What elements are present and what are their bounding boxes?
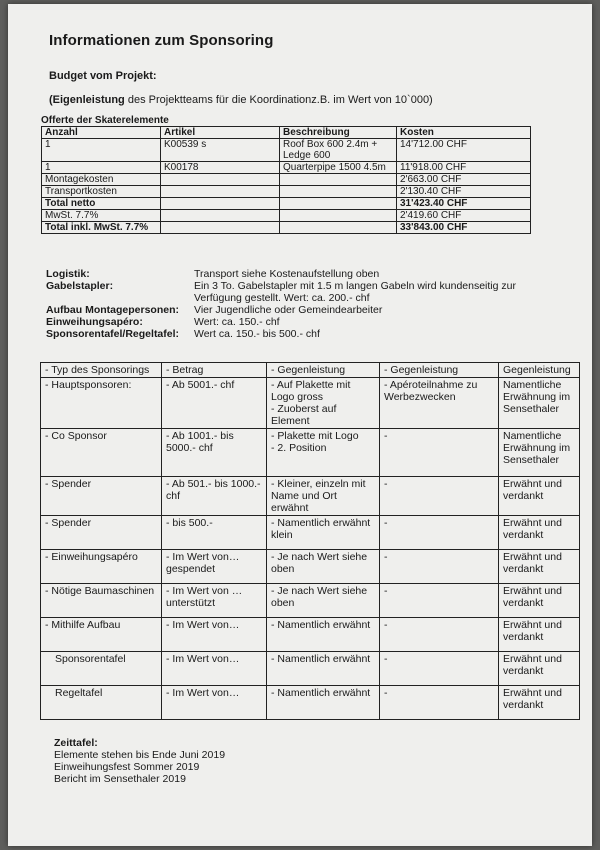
- sponsoring-cell: -: [380, 618, 499, 652]
- sponsoring-cell: - Spender: [41, 516, 162, 550]
- logistics-row: [46, 268, 534, 280]
- offer-cell: 33'843.00 CHF: [397, 222, 531, 234]
- offer-cell: Transportkosten: [42, 186, 161, 198]
- sponsoring-cell: - Namentlich erwähnt: [267, 686, 380, 720]
- page-title: Informationen zum Sponsoring: [49, 32, 274, 49]
- sponsoring-row: [41, 550, 580, 584]
- offer-row: [42, 162, 531, 174]
- offer-cell: [161, 198, 280, 210]
- logistics-value: Wert: ca. 150.- chf: [194, 316, 280, 328]
- sponsoring-cell: Erwähnt und verdankt: [499, 516, 580, 550]
- sponsoring-cell: Erwähnt und verdankt: [499, 686, 580, 720]
- logistics-value: Ein 3 To. Gabelstapler mit 1.5 m langen Gabeln wird kundenseitig zur Verfügung gestellt. Wert: ca. 200.- chf: [194, 280, 516, 304]
- sponsoring-cell: - Co Sponsor: [41, 429, 162, 477]
- logistics-section: [46, 268, 534, 340]
- sponsoring-cell: - Plakette mit Logo - 2. Position: [267, 429, 380, 477]
- offer-col-header: Beschreibung: [280, 127, 397, 139]
- offer-row-total-inkl: [42, 222, 531, 234]
- sponsoring-table: [40, 362, 580, 720]
- sponsoring-row: [41, 516, 580, 550]
- offer-row: [42, 174, 531, 186]
- sponsoring-cell: - Im Wert von…: [162, 686, 267, 720]
- offer-cell: MwSt. 7.7%: [42, 210, 161, 222]
- sponsoring-cell: - Apéroteilnahme zu Werbezwecken: [380, 378, 499, 429]
- offer-cell: Total inkl. MwSt. 7.7%: [42, 222, 161, 234]
- sponsoring-row: [41, 429, 580, 477]
- sponsoring-cell: - Im Wert von… gespendet: [162, 550, 267, 584]
- offer-cell: [161, 210, 280, 222]
- offer-col-header: Kosten: [397, 127, 531, 139]
- sponsoring-cell: - Ab 1001.- bis 5000.- chf: [162, 429, 267, 477]
- sponsoring-cell: - Im Wert von … unterstützt: [162, 584, 267, 618]
- sponsoring-row: [41, 477, 580, 516]
- offer-cell: [280, 186, 397, 198]
- logistics-label: Aufbau Montagepersonen:: [46, 304, 179, 316]
- sponsoring-header-row: [41, 363, 580, 378]
- logistics-label: Einweihungsapéro:: [46, 316, 143, 328]
- sponsoring-row: [41, 686, 580, 720]
- sponsoring-cell: - Auf Plakette mit Logo gross - Zuoberst auf Element: [267, 378, 380, 429]
- offer-cell: Roof Box 600 2.4m + Ledge 600: [280, 139, 397, 162]
- sponsoring-cell: -: [380, 477, 499, 516]
- sponsoring-cell: Sponsorentafel: [41, 652, 162, 686]
- offer-cell: [280, 198, 397, 210]
- sponsoring-col-header: - Gegenleistung: [380, 363, 499, 378]
- sponsoring-col-header: - Gegenleistung: [267, 363, 380, 378]
- sponsoring-cell: - Je nach Wert siehe oben: [267, 584, 380, 618]
- offer-row: [42, 186, 531, 198]
- offer-cell: 2'663.00 CHF: [397, 174, 531, 186]
- eigenleistung-rest: des Projektteams für die Koordinationz.B. im Wert von 10`000): [124, 94, 433, 106]
- sponsoring-cell: Regeltafel: [41, 686, 162, 720]
- sponsoring-cell: - Namentlich erwähnt: [267, 618, 380, 652]
- offer-col-header: Artikel: [161, 127, 280, 139]
- offer-col-header: Anzahl: [42, 127, 161, 139]
- sponsoring-cell: - Einweihungsapéro: [41, 550, 162, 584]
- sponsoring-cell: -: [380, 516, 499, 550]
- offer-cell: K00178: [161, 162, 280, 174]
- document-page: [8, 4, 592, 846]
- offer-cell: 31'423.40 CHF: [397, 198, 531, 210]
- sponsoring-row: [41, 584, 580, 618]
- sponsoring-col-header: Gegenleistung: [499, 363, 580, 378]
- logistics-row: [46, 304, 534, 316]
- sponsoring-cell: Erwähnt und verdankt: [499, 618, 580, 652]
- sponsoring-cell: -: [380, 429, 499, 477]
- sponsoring-row: [41, 618, 580, 652]
- sponsoring-row: [41, 378, 580, 429]
- sponsoring-cell: - Namentlich erwähnt: [267, 652, 380, 686]
- timeline-item: Einweihungsfest Sommer 2019: [54, 761, 200, 773]
- sponsoring-cell: -: [380, 652, 499, 686]
- sponsoring-col-header: - Typ des Sponsorings: [41, 363, 162, 378]
- logistics-row: [46, 316, 534, 328]
- logistics-value: Transport siehe Kostenaufstellung oben: [194, 268, 380, 280]
- offer-header-row: [42, 127, 531, 139]
- offer-cell: [280, 222, 397, 234]
- timeline-item: Bericht im Sensethaler 2019: [54, 773, 186, 785]
- sponsoring-cell: - Im Wert von…: [162, 618, 267, 652]
- offer-cell: 1: [42, 162, 161, 174]
- offer-cell: 2'419.60 CHF: [397, 210, 531, 222]
- sponsoring-cell: - Kleiner, einzeln mit Name und Ort erwähnt: [267, 477, 380, 516]
- sponsoring-cell: - Ab 501.- bis 1000.- chf: [162, 477, 267, 516]
- offer-cell: 1: [42, 139, 161, 162]
- offer-heading: Offerte der Skaterelemente: [41, 115, 169, 126]
- timeline-section: [54, 737, 225, 785]
- offer-cell: Total netto: [42, 198, 161, 210]
- logistics-label: Gabelstapler:: [46, 280, 114, 292]
- sponsoring-row: [41, 652, 580, 686]
- sponsoring-cell: Namentliche Erwähnung im Sensethaler: [499, 378, 580, 429]
- offer-cell: [280, 210, 397, 222]
- logistics-row: [46, 328, 534, 340]
- sponsoring-cell: - Hauptsponsoren:: [41, 378, 162, 429]
- sponsoring-cell: Erwähnt und verdankt: [499, 550, 580, 584]
- sponsoring-cell: - Spender: [41, 477, 162, 516]
- offer-row: [42, 139, 531, 162]
- sponsoring-cell: Erwähnt und verdankt: [499, 652, 580, 686]
- sponsoring-col-header: - Betrag: [162, 363, 267, 378]
- sponsoring-cell: -: [380, 584, 499, 618]
- offer-cell: [280, 174, 397, 186]
- timeline-item: Elemente stehen bis Ende Juni 2019: [54, 749, 226, 761]
- sponsoring-cell: - Ab 5001.- chf: [162, 378, 267, 429]
- offer-cell: [161, 174, 280, 186]
- offer-row-total-netto: [42, 198, 531, 210]
- sponsoring-cell: Namentliche Erwähnung im Sensethaler: [499, 429, 580, 477]
- sponsoring-cell: - Nötige Baumaschinen: [41, 584, 162, 618]
- offer-cell: 2'130.40 CHF: [397, 186, 531, 198]
- offer-cell: K00539 s: [161, 139, 280, 162]
- offer-table: [41, 126, 531, 234]
- sponsoring-cell: - bis 500.-: [162, 516, 267, 550]
- offer-cell: [161, 222, 280, 234]
- logistics-value: Vier Jugendliche oder Gemeindearbeiter: [194, 304, 383, 316]
- logistics-row: [46, 280, 534, 304]
- offer-cell: 11'918.00 CHF: [397, 162, 531, 174]
- offer-cell: 14'712.00 CHF: [397, 139, 531, 162]
- sponsoring-cell: -: [380, 686, 499, 720]
- timeline-heading: Zeittafel:: [54, 737, 98, 749]
- offer-cell: [161, 186, 280, 198]
- logistics-label: Logistik:: [46, 268, 90, 280]
- offer-cell: Montagekosten: [42, 174, 161, 186]
- sponsoring-cell: -: [380, 550, 499, 584]
- sponsoring-cell: - Je nach Wert siehe oben: [267, 550, 380, 584]
- budget-label: Budget vom Projekt:: [49, 70, 157, 82]
- sponsoring-cell: Erwähnt und verdankt: [499, 477, 580, 516]
- offer-cell: Quarterpipe 1500 4.5m: [280, 162, 397, 174]
- eigenleistung-bold: (Eigenleistung: [49, 94, 125, 106]
- offer-row: [42, 210, 531, 222]
- logistics-value: Wert ca. 150.- bis 500.- chf: [194, 328, 320, 340]
- logistics-label: Sponsorentafel/Regeltafel:: [46, 328, 180, 340]
- sponsoring-cell: - Namentlich erwähnt klein: [267, 516, 380, 550]
- eigenleistung-note: [49, 94, 433, 106]
- sponsoring-cell: - Mithilfe Aufbau: [41, 618, 162, 652]
- sponsoring-cell: Erwähnt und verdankt: [499, 584, 580, 618]
- sponsoring-cell: - Im Wert von…: [162, 652, 267, 686]
